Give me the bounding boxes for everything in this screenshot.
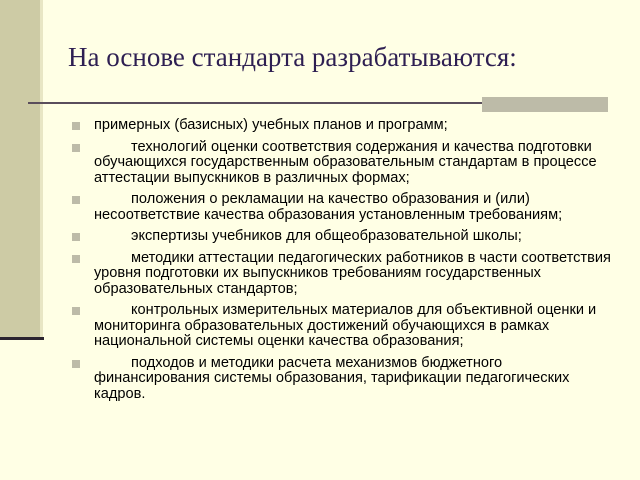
list-item-text: экспертизы учебников для общеобразовательной школы; — [131, 228, 522, 244]
square-bullet-icon — [72, 122, 80, 130]
square-bullet-icon — [72, 255, 80, 263]
list-item-text: подходов и методики расчета механизмов бюджетного финансирования системы образования, тарификации педагогических кадров. — [94, 354, 570, 402]
square-bullet-icon — [72, 233, 80, 241]
list-item — [72, 356, 612, 403]
side-strip-bottom-line — [0, 337, 44, 340]
square-bullet-icon — [72, 196, 80, 204]
list-item — [72, 192, 612, 223]
list-item-text: методики аттестации педагогических работников в части соответствия уровня подготовки их выпускников требованиям государственных образовательных стандартов; — [94, 249, 611, 297]
list-item-text: технологий оценки соответствия содержания и качества подготовки обучающихся государственным образовательным стандартам в процессе аттестации выпускников в различных формах; — [94, 138, 597, 186]
list-item — [72, 118, 612, 134]
side-decoration-strip — [0, 0, 40, 340]
list-item-text: положения о рекламации на качество образования и (или) несоответствие качества образования установленным требованиям; — [94, 191, 563, 223]
title-divider-accent-block — [482, 97, 608, 112]
bullet-list — [72, 118, 612, 408]
list-item-text: контрольных измерительных материалов для объективной оценки и мониторинга образовательных достижений обучающихся в рамках национальной системы оценки качества образования; — [94, 302, 597, 349]
slide-title: На основе стандарта разрабатываются: — [68, 42, 517, 72]
list-item — [72, 303, 612, 350]
list-item — [72, 140, 612, 187]
list-item — [72, 229, 612, 245]
square-bullet-icon — [72, 360, 80, 368]
list-item — [72, 251, 612, 298]
list-item-text: примерных (базисных) учебных планов и программ; — [94, 117, 448, 133]
side-strip-edge — [40, 0, 43, 340]
square-bullet-icon — [72, 307, 80, 315]
square-bullet-icon — [72, 144, 80, 152]
